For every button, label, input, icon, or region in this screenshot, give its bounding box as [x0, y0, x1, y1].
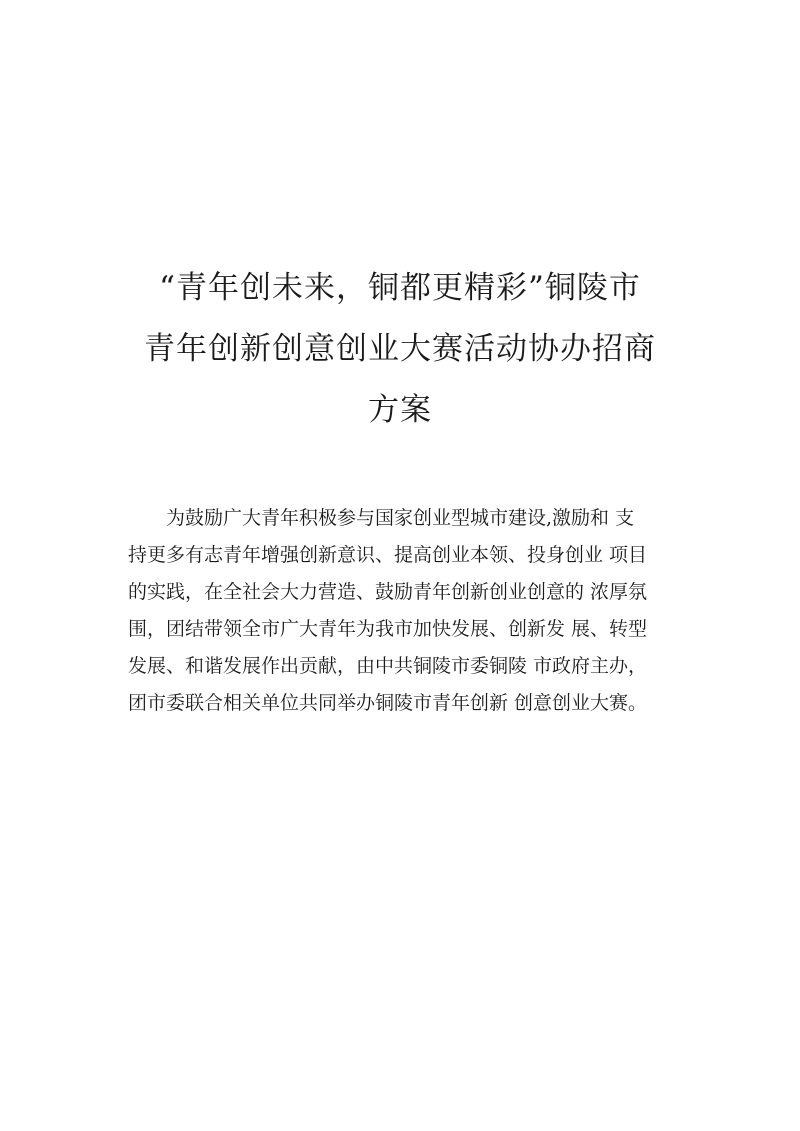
body-line-2: 持更多有志青年增强创新意识、提高创业本领、投身创业 项目: [128, 544, 648, 566]
body-line-5: 发展、和谐发展作出贡献，由中共铜陵市委铜陵 市政府主办，: [128, 655, 648, 677]
body-line-3: 的实践，在全社会大力营造、鼓励青年创新创业创意的 浓厚氛: [128, 581, 648, 603]
body-line-4: 围，团结带领全市广大青年为我市加快发展、创新发 展、转型: [128, 618, 648, 640]
title-line-2: 青年创新创意创业大赛活动协办招商: [144, 331, 656, 367]
document-title: [0, 258, 800, 441]
title-line-1: “青年创未来，铜都更精彩”铜陵市: [159, 270, 641, 306]
title-line-3: 方案: [368, 392, 432, 428]
body-paragraph: [128, 500, 688, 722]
body-line-1: 为鼓励广大青年积极参与国家创业型城市建设,激励和 支: [166, 507, 635, 529]
body-line-6: 团市委联合相关单位共同举办铜陵市青年创新 创意创业大赛。: [128, 692, 648, 714]
